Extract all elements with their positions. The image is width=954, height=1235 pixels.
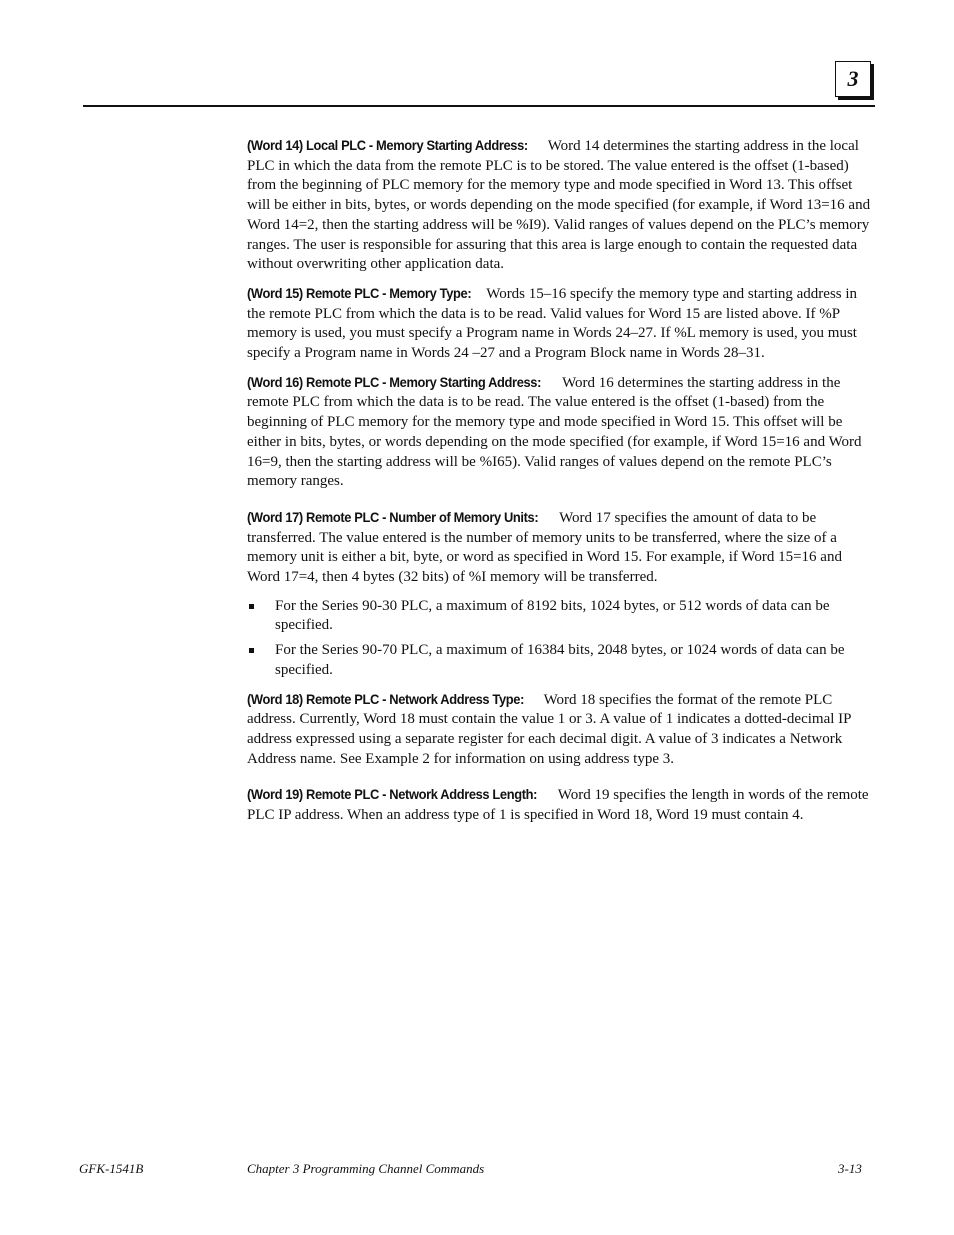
paragraph-lead: (Word 15) Remote PLC - Memory Type: [247,284,472,301]
paragraph-body: Words 15–16 specify the memory type and starting address in the remote PLC from which the data is to be read. Valid values for Word 15 are listed above. If %P memory is used, you must specify a Program name in Words 24–27. If %L memory is used, you must specify a Program name in Words 24 –27 and a Program Block name in Words 28–31. [247,285,858,362]
paragraph-body: Word 17 specifies the amount of data to be transferred. The value entered is the number of memory units to be transferred, where the size of a memory unit is either a bit, byte, or word as specified in Word 15. For example, if Word 15=16 and Word 17=4, then 4 bytes (32 bits) of %I memory will be transferred. [247,509,842,586]
paragraph-body: Word 16 determines the starting address in the remote PLC from which the data is to be read. The value entered is the offset (1-based) from the beginning of PLC memory for the memory type and mode specified in Word 15. This offset will be either in bits, bytes, or words depending on the mode specified (for example, if Word 15=16 and Word 16=9, then the starting address will be %I65). Valid ranges of values depend on the remote PLC’s memory ranges. [247,374,862,490]
chapter-number: 3 [847,66,859,91]
paragraph-lead: (Word 19) Remote PLC - Network Address Length: [247,786,538,803]
paragraph-word-14 [247,136,877,275]
footer-page-number: 3-13 [838,1161,862,1176]
paragraph-lead: (Word 14) Local PLC - Memory Starting Address: [247,137,528,153]
paragraph-lead: (Word 16) Remote PLC - Memory Starting Address: [247,373,542,390]
list-item-text: For the Series 90-30 PLC, a maximum of 8192 bits, 1024 bytes, or 512 words of data can be specified. [275,597,830,634]
list-item [247,597,877,636]
paragraph-body: Word 18 specifies the format of the remote PLC address. Currently, Word 18 must contain the value 1 or 3. A value of 1 indicates a dotted-decimal IP address expressed using a separate register for each decimal digit. A value of 3 indicates a Network Address name. See Example 2 for information on using address type 3. [247,691,851,767]
page-content [247,136,877,835]
paragraph-word-18 [247,690,877,770]
bullet-list [247,597,877,681]
paragraph-lead: (Word 18) Remote PLC - Network Address Type: [247,690,524,707]
footer-chapter-title: Chapter 3 Programming Channel Commands [247,1161,485,1176]
list-item-text: For the Series 90-70 PLC, a maximum of 16384 bits, 2048 bytes, or 1024 words of data can be specified. [275,642,845,678]
paragraph-word-19 [247,785,877,825]
chapter-number-box [835,61,871,97]
paragraph-word-17 [247,508,877,588]
bullet-square-icon [249,648,254,653]
paragraph-body: Word 19 specifies the length in words of the remote PLC IP address. When an address type of 1 is specified in Word 18, Word 19 must contain 4. [247,787,869,824]
paragraph-word-15 [247,284,877,364]
list-item [247,641,877,680]
header-rule [83,105,875,107]
paragraph-word-16 [247,373,877,492]
paragraph-lead: (Word 17) Remote PLC - Number of Memory Units: [247,508,539,525]
footer-doc-id: GFK-1541B [79,1161,144,1176]
bullet-square-icon [249,604,254,609]
paragraph-body: Word 14 determines the starting address in the local PLC in which the data from the remote PLC is to be stored. The value entered is the offset (1-based) from the beginning of PLC memory for the memory type and mode specified in Word 13. This offset will be either in bits, bytes, or words depending on the mode specified (for example, if Word 13=16 and Word 14=2, then the starting address will be %I9). Valid ranges of values depend on the PLC’s memory ranges. The user is responsible for assuring that this area is large enough to contain the requested data without overwriting other application data. [247,138,871,273]
